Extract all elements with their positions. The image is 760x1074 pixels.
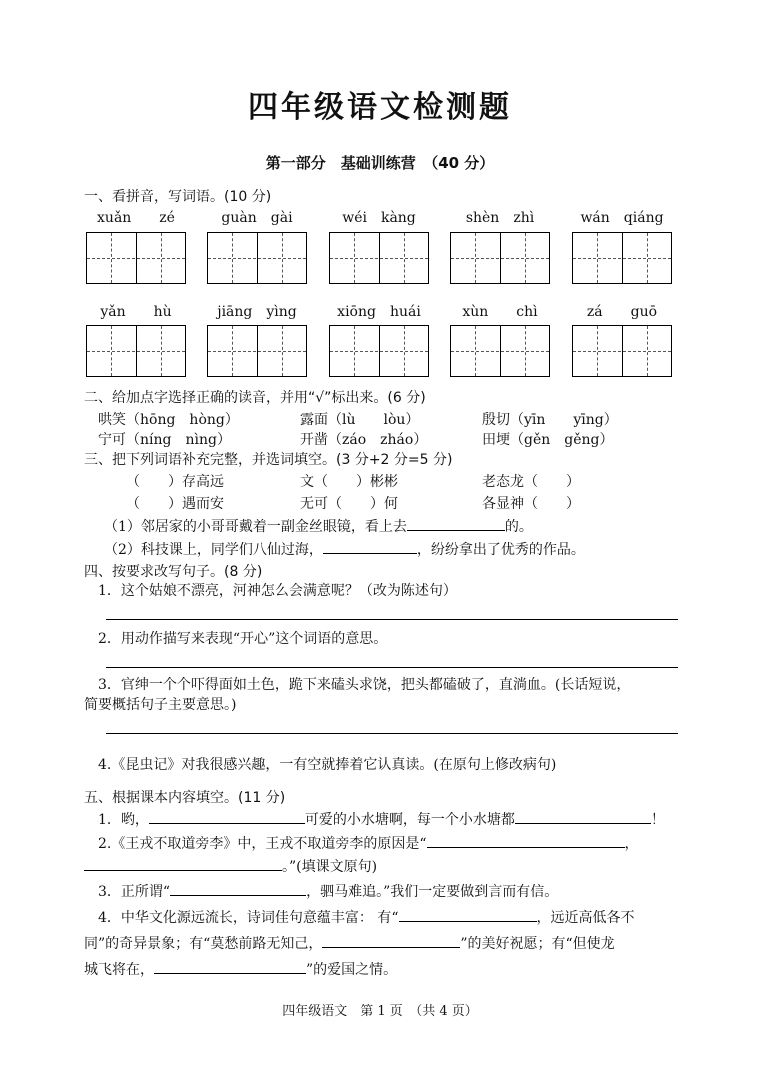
writing-grid[interactable] — [329, 232, 429, 284]
writing-grid[interactable] — [572, 325, 672, 377]
idiom-item[interactable]: 无可（ ）何 — [300, 496, 398, 512]
idiom-item[interactable]: 老态龙（ ） — [482, 474, 580, 490]
answer-blank[interactable] — [84, 856, 282, 871]
answer-line[interactable] — [106, 619, 678, 620]
writing-grid[interactable] — [329, 325, 429, 377]
answer-blank[interactable] — [154, 959, 306, 974]
answer-blank[interactable] — [407, 516, 505, 531]
idiom-item[interactable]: 各显神（ ） — [482, 496, 580, 512]
pinyin-label: xùn chì — [462, 304, 538, 320]
answer-blank[interactable] — [427, 833, 625, 848]
writing-grid[interactable] — [450, 232, 550, 284]
question-text: 4.《昆虫记》对我很感兴趣，一有空就捧着它认真读。(在原句上修改病句) — [98, 757, 557, 773]
answer-blank[interactable] — [149, 809, 305, 824]
fill-question: 3．正所谓“ ，驷马难追。”我们一定要做到言而有信。 — [98, 881, 558, 901]
pronunciation-item[interactable]: 田埂（gěn gěng） — [482, 432, 614, 448]
pinyin-label: wéi kàng — [342, 210, 416, 226]
fill-question: （1）邻居家的小哥哥戴着一副金丝眼镜，看上去 的。 — [104, 516, 533, 536]
section-4-heading: 四、按要求改写句子。(8 分) — [84, 564, 263, 580]
answer-blank[interactable] — [322, 933, 460, 948]
answer-blank[interactable] — [323, 539, 417, 554]
answer-blank[interactable] — [515, 809, 651, 824]
pinyin-label: zá guō — [586, 304, 658, 320]
section-5-heading: 五、根据课本内容填空。(11 分) — [84, 790, 286, 806]
answer-line[interactable] — [106, 667, 678, 668]
writing-grid[interactable] — [207, 325, 307, 377]
fill-question: 。”(填课文原句) — [84, 856, 377, 876]
question-text: 3．官绅一个个吓得面如土色，跪下来磕头求饶，把头都磕破了，直淌血。(长话短说， — [98, 677, 631, 693]
writing-grid[interactable] — [86, 232, 186, 284]
question-text: 1．这个姑娘不漂亮，河神怎么会满意呢？（改为陈述句） — [98, 583, 457, 599]
section-2-heading: 二、给加点字选择正确的读音，并用“√”标出来。(6 分) — [84, 390, 426, 406]
section-1-heading: 一、看拼音，写词语。(10 分) — [84, 189, 272, 205]
writing-grid[interactable] — [450, 325, 550, 377]
fill-question: 2.《王戎不取道旁李》中，王戎不取道旁李的原因是“ ， — [98, 833, 639, 853]
pronunciation-item[interactable]: 宁可（níng nìng） — [98, 432, 231, 448]
pinyin-label: wán qiáng — [580, 210, 664, 226]
fill-question: 同”的奇异景象；有“莫愁前路无知己， ”的美好祝愿；有“但使龙 — [84, 933, 615, 953]
pinyin-label: jiāng yìng — [217, 304, 297, 320]
idiom-item[interactable]: （ ）遇而安 — [126, 496, 224, 512]
pinyin-label: xuǎn zé — [97, 210, 175, 226]
fill-question: 城飞将在， ”的爱国之情。 — [84, 959, 397, 979]
section-3-heading: 三、把下列词语补充完整，并选词填空。(3 分+2 分=5 分) — [84, 452, 453, 468]
writing-grid[interactable] — [86, 325, 186, 377]
pinyin-label: xiōng huái — [337, 304, 421, 320]
fill-question: 1．哟， 可爱的小水塘啊，每一个小水塘都 ！ — [98, 809, 665, 829]
page-footer: 四年级语文 第 1 页 （共 4 页） — [282, 1004, 478, 1019]
idiom-item[interactable]: 文（ ）彬彬 — [300, 474, 398, 490]
pronunciation-item[interactable]: 哄笑（hōng hòng） — [98, 412, 239, 428]
page-title: 四年级语文检测题 — [248, 90, 512, 125]
writing-grid[interactable] — [572, 232, 672, 284]
answer-blank[interactable] — [399, 907, 537, 922]
pinyin-label: shèn zhì — [465, 210, 535, 226]
idiom-item[interactable]: （ ）存高远 — [126, 474, 224, 490]
fill-question: 4．中华文化源远流长，诗词佳句意蕴丰富： 有“ ，远近高低各不 — [98, 907, 635, 927]
pinyin-label: guàn gài — [221, 210, 293, 226]
answer-blank[interactable] — [170, 881, 306, 896]
question-text: 2．用动作描写来表现“开心”这个词语的意思。 — [98, 631, 388, 647]
pronunciation-item[interactable]: 开凿（záo zháo） — [300, 432, 428, 448]
part-heading: 第一部分 基础训练营 （40 分） — [265, 154, 495, 172]
question-text: 简要概括句子主要意思。) — [84, 697, 237, 713]
pronunciation-item[interactable]: 殷切（yīn yīng） — [482, 412, 618, 428]
pinyin-label: yǎn hù — [100, 304, 172, 320]
pronunciation-item[interactable]: 露面（lù lòu） — [300, 412, 420, 428]
writing-grid[interactable] — [207, 232, 307, 284]
fill-question: （2）科技课上，同学们八仙过海， ，纷纷拿出了优秀的作品。 — [104, 539, 585, 559]
answer-line[interactable] — [106, 733, 678, 734]
